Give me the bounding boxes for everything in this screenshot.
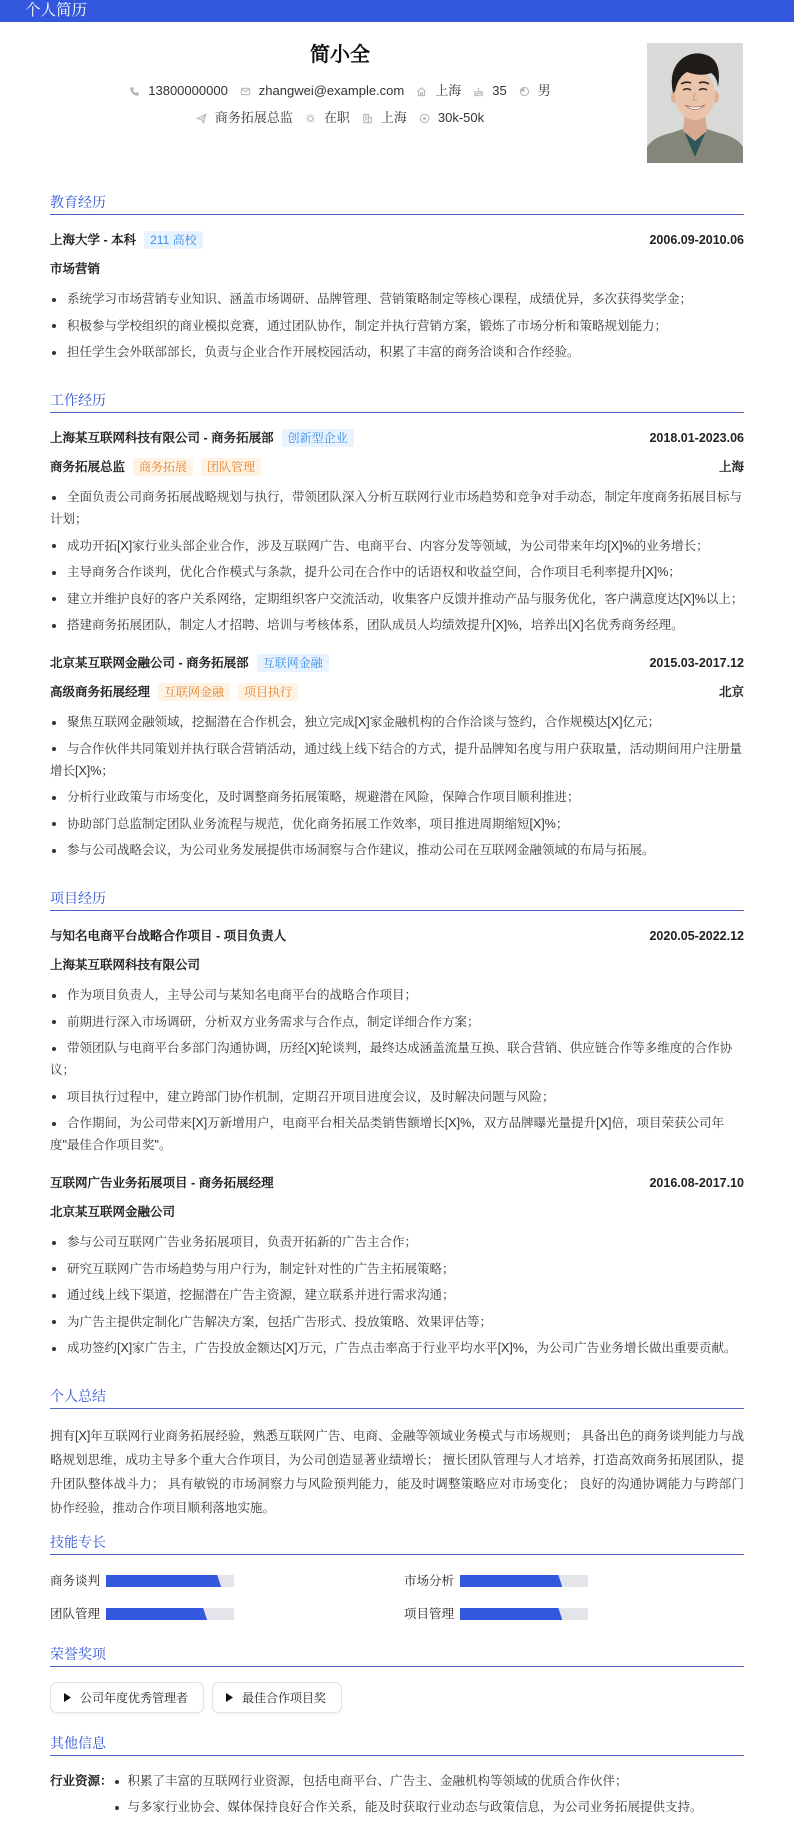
list-item [50, 1258, 744, 1280]
entry-subheader [50, 682, 744, 702]
target-position: 商务拓展总监 [214, 110, 293, 125]
list-item [50, 315, 744, 337]
list-item-text: 主导商务合作谈判，优化合作模式与条款，提升公司在合作中的话语权和收益空间，合作项目毛利率提升[X]%； [67, 565, 681, 579]
age-value: 35 [492, 83, 507, 98]
job-title: 高级商务拓展经理 [50, 685, 151, 699]
skills-grid [50, 1571, 744, 1624]
bullet-icon [50, 819, 67, 829]
entry-date: 2016.08-2017.10 [649, 1176, 744, 1190]
caret-right-icon [64, 1693, 71, 1702]
company-name: 北京某互联网金融公司 - 商务拓展部 [50, 656, 249, 670]
bullet-icon [50, 1291, 67, 1301]
role-tag: 项目执行 [238, 683, 298, 701]
bullet-icon [50, 621, 67, 631]
list-item-text: 带领团队与电商平台多部门沟通协调，历经[X]轮谈判，最终达成涵盖流量互换、联合营销、供应链合作等多维度的合作协议； [50, 1041, 733, 1077]
list-item-text: 合作期间，为公司带来[X]万新增用户，电商平台相关品类销售额增长[X]%，双方品牌曝光量提升[X]倍，项目荣获公司年度"最佳合作项目奖"。 [50, 1116, 724, 1152]
list-item [50, 288, 744, 310]
job-title: 商务拓展总监 [50, 460, 126, 474]
list-item [113, 1770, 703, 1792]
list-item-text: 作为项目负责人，主导公司与某知名电商平台的战略合作项目； [67, 988, 418, 1002]
bullet-icon [50, 1264, 67, 1274]
project-company: 上海某互联网科技有限公司 [50, 958, 201, 972]
intent-city [362, 108, 407, 128]
bullet-icon [50, 1044, 67, 1054]
list-item [50, 1112, 744, 1156]
candidate-name: 简小全 [310, 44, 370, 66]
summary-section [50, 1386, 744, 1520]
skill-item [50, 1604, 390, 1624]
contact-gender [519, 81, 551, 101]
entry-date: 2018.01-2023.06 [649, 431, 744, 445]
bullet-icon [113, 1803, 128, 1813]
list-item [50, 1011, 744, 1033]
list-item [50, 839, 744, 861]
list-item-text: 全面负责公司商务拓展战略规划与执行，带领团队深入分析互联网行业市场趋势和竞争对手动态，制定年度商务拓展目标与计划； [50, 490, 743, 526]
gender-value: 男 [537, 83, 551, 98]
bullet-list [50, 984, 744, 1156]
status-icon [305, 113, 316, 124]
bullet-icon [50, 991, 67, 1001]
bullet-list [50, 288, 744, 363]
skill-progress-bar [106, 1608, 234, 1620]
list-item [50, 614, 744, 636]
skill-progress-bar [106, 1575, 234, 1587]
bullet-icon [50, 1092, 67, 1102]
list-item-text: 参与公司战略会议，为公司业务发展提供市场洞察与合作建议，推动公司在互联网金融领域的布局与拓展。 [67, 843, 655, 857]
bullet-icon [50, 541, 67, 551]
skill-progress-fill [460, 1575, 562, 1587]
list-item-text: 分析行业政策与市场变化，及时调整商务拓展策略，规避潜在风险，保障合作项目顺利推进； [67, 790, 580, 804]
list-item-text: 建立并维护良好的客户关系网络，定期组织客户交流活动，收集客户反馈并推动产品与服务优化，客户满意度达[X]%以上； [67, 591, 744, 606]
company-tag: 互联网金融 [257, 654, 329, 672]
role-tag: 商务拓展 [133, 458, 193, 476]
cake-icon [473, 86, 484, 97]
major-name: 市场营销 [50, 262, 101, 276]
bullet-icon [50, 744, 67, 754]
bullet-icon [50, 321, 67, 331]
list-item-text: 积累了丰富的互联网行业资源，包括电商平台、广告主、金融机构等领域的优质合作伙伴； [127, 1774, 628, 1788]
profile-section [50, 22, 744, 192]
job-location: 上海 [718, 460, 744, 474]
section-title-summary: 个人总结 [50, 1386, 744, 1409]
list-item [50, 1284, 744, 1306]
entry-subheader [50, 457, 744, 477]
other-info-section [50, 1733, 744, 1818]
list-item-text: 聚焦互联网金融领域，挖掘潜在合作机会，独立完成[X]家金融机构的合作洽谈与签约，合作规模达[X]亿元； [67, 715, 661, 729]
awards-list [50, 1682, 744, 1713]
project-company: 北京某互联网金融公司 [50, 1205, 176, 1219]
bullet-list [50, 486, 744, 636]
bullet-icon [50, 348, 67, 358]
list-item-text: 与多家行业协会、媒体保持良好合作关系，能及时获取行业动态与政策信息，为公司业务拓展提供支持。 [127, 1800, 703, 1814]
entry-date: 2020.05-2022.12 [649, 929, 744, 943]
entry-subheader [50, 259, 744, 279]
bullet-icon [50, 1017, 67, 1027]
skill-item [50, 1571, 390, 1591]
list-item [50, 711, 744, 733]
list-item-text: 搭建商务拓展团队，制定人才招聘、培训与考核体系，团队成员人均绩效提升[X]%，培养出[X]名优秀商务经理。 [67, 618, 684, 632]
industry-resources [50, 1770, 744, 1818]
bullet-icon [50, 718, 67, 728]
project-name: 互联网广告业务拓展项目 - 商务拓展经理 [50, 1176, 274, 1190]
send-icon [196, 113, 207, 124]
education-entry [50, 230, 744, 363]
bullet-icon [50, 846, 67, 856]
bullet-icon [50, 1238, 67, 1248]
residence-city: 上海 [435, 83, 462, 98]
avatar-photo [647, 43, 743, 163]
skill-progress-fill [106, 1575, 221, 1587]
skill-name: 团队管理 [50, 1607, 101, 1621]
skill-name: 项目管理 [404, 1607, 455, 1621]
skill-progress-bar [460, 1608, 588, 1620]
bullet-list [50, 711, 744, 861]
projects-section [50, 888, 744, 1359]
intent-status [305, 108, 350, 128]
school-tag: 211 高校 [144, 231, 202, 249]
list-item [50, 341, 744, 363]
list-item [50, 738, 744, 782]
entry-header [50, 653, 744, 673]
intent-position [196, 108, 293, 128]
entry-header [50, 1173, 744, 1193]
list-item [50, 984, 744, 1006]
profile-info [50, 22, 630, 128]
bullet-icon [50, 1119, 67, 1129]
list-item [50, 1231, 744, 1253]
skill-progress-fill [460, 1608, 562, 1620]
role-tag: 团队管理 [201, 458, 261, 476]
role-tag: 互联网金融 [158, 683, 230, 701]
gender-icon [519, 86, 530, 97]
company-name: 上海某互联网科技有限公司 - 商务拓展部 [50, 431, 274, 445]
list-item [50, 535, 744, 557]
entry-header [50, 230, 744, 250]
skill-name: 商务谈判 [50, 1574, 101, 1588]
bullet-icon [50, 1344, 67, 1354]
list-item-text: 研究互联网广告市场趋势与用户行为，制定针对性的广告主拓展策略； [67, 1261, 455, 1276]
entry-header [50, 926, 744, 946]
work-entry [50, 653, 744, 861]
award-label: 公司年度优秀管理者 [80, 1691, 189, 1705]
home-icon [416, 86, 427, 97]
skill-item [404, 1604, 744, 1624]
bullet-list [113, 1770, 703, 1818]
entry-date: 2006.09-2010.06 [649, 233, 744, 247]
bullet-icon [50, 493, 67, 503]
intent-salary [419, 108, 484, 128]
list-item-text: 通过线上线下渠道，挖掘潜在广告主资源，建立联系并进行需求沟通； [67, 1288, 455, 1302]
skill-progress-fill [106, 1608, 207, 1620]
award-label: 最佳合作项目奖 [242, 1691, 327, 1705]
employment-status: 在职 [323, 110, 350, 125]
list-item [50, 813, 744, 835]
contact-email [240, 81, 404, 101]
skill-item [404, 1571, 744, 1591]
project-entry [50, 1173, 744, 1359]
contact-phone [129, 81, 228, 101]
list-item-text: 成功签约[X]家广告主，广告投放金额达[X]万元，广告点击率高于行业平均水平[X]%，为公司广告业务增长做出重要贡献。 [67, 1341, 737, 1355]
bullet-list [50, 1231, 744, 1359]
list-item [50, 1311, 744, 1333]
caret-right-icon [226, 1693, 233, 1702]
skill-name: 市场分析 [404, 1574, 455, 1588]
project-entry [50, 926, 744, 1156]
entry-subheader [50, 955, 744, 975]
section-title-work: 工作经历 [50, 390, 744, 413]
skill-progress-bar [460, 1575, 588, 1587]
list-item [113, 1796, 703, 1818]
education-section [50, 192, 744, 363]
section-title-skills: 技能专长 [50, 1532, 744, 1555]
contact-age [473, 81, 506, 101]
list-item-text: 积极参与学校组织的商业模拟竞赛，通过团队协作，制定并执行营销方案，锻炼了市场分析和策略规划能力； [67, 318, 668, 333]
bullet-icon [50, 1317, 67, 1327]
phone-icon [129, 86, 140, 97]
building-icon [362, 113, 373, 124]
job-intent-row [50, 108, 630, 128]
bullet-icon [50, 594, 67, 604]
bullet-icon [113, 1777, 128, 1787]
list-item [50, 1337, 744, 1359]
section-title-other: 其他信息 [50, 1733, 744, 1756]
award-item[interactable] [50, 1682, 204, 1713]
phone-number: 13800000000 [148, 83, 228, 98]
list-item-text: 担任学生会外联部部长，负责与企业合作开展校园活动，积累了丰富的商务洽谈和合作经验。 [67, 345, 580, 359]
list-item-text: 协助部门总监制定团队业务流程与规范，优化商务拓展工作效率，项目推进周期缩短[X]%； [67, 816, 569, 831]
entry-header [50, 428, 744, 448]
list-item [50, 561, 744, 583]
school-name: 上海大学 - 本科 [50, 233, 137, 247]
header-bar [0, 0, 794, 22]
resume-page [0, 22, 794, 1835]
company-tag: 创新型企业 [282, 429, 354, 447]
list-item-text: 与合作伙伴共同策划并执行联合营销活动，通过线上线下结合的方式，提升品牌知名度与用户获取量，活动期间用户注册量增长[X]%； [50, 741, 743, 778]
list-item-text: 项目执行过程中，建立跨部门协作机制，定期召开项目进度会议，及时解决问题与风险； [67, 1089, 555, 1104]
award-item[interactable] [212, 1682, 342, 1713]
list-item-text: 系统学习市场营销专业知识、涵盖市场调研、品牌管理、营销策略制定等核心课程，成绩优异，多次获得奖学金； [67, 292, 693, 306]
bullet-icon [50, 295, 67, 305]
list-item [50, 588, 744, 610]
awards-section [50, 1644, 744, 1713]
bullet-icon [50, 793, 67, 803]
expected-salary: 30k-50k [437, 110, 485, 125]
list-item [50, 1086, 744, 1108]
list-item [50, 1037, 744, 1081]
list-item-text: 前期进行深入市场调研，分析双方业务需求与合作点，制定详细合作方案； [67, 1014, 480, 1029]
list-item [50, 786, 744, 808]
bullet-icon [50, 568, 67, 578]
work-entry [50, 428, 744, 636]
section-title-projects: 项目经历 [50, 888, 744, 911]
project-name: 与知名电商平台战略合作项目 - 项目负责人 [50, 929, 287, 943]
section-title-education: 教育经历 [50, 192, 744, 215]
contact-residence [416, 81, 461, 101]
job-location: 北京 [718, 685, 744, 699]
contact-row [50, 81, 630, 101]
industry-resources-label: 行业资源： [50, 1774, 113, 1788]
skills-section [50, 1532, 744, 1624]
email-address: zhangwei@example.com [258, 83, 405, 98]
salary-icon [419, 113, 430, 124]
mail-icon [240, 86, 251, 97]
list-item-text: 成功开拓[X]家行业头部企业合作，涉及互联网广告、电商平台、内容分发等领域，为公司带来年均[X]%的业务增长； [67, 538, 709, 553]
section-title-awards: 荣誉奖项 [50, 1644, 744, 1667]
entry-date: 2015.03-2017.12 [649, 656, 744, 670]
list-item [50, 486, 744, 530]
entry-subheader [50, 1202, 744, 1222]
summary-paragraph: 拥有[X]年互联网行业商务拓展经验，熟悉互联网广告、电商、金融等领域业务模式与市场规则； 具备出色的商务谈判能力与战略规划思维，成功主导多个重大合作项目，为公司创造显著业绩增长； 擅长团队管理与人才培养，打造高效商务拓展团队，提升团队整体战斗力； 具有敏锐的市场洞察力与风险预判能力，能及时调整策略应对市场变化； 良好的沟通协调能力与跨部门协作经验，推动合作项目顺利落地实施。 [50, 1429, 744, 1515]
portrait-image [647, 43, 743, 163]
target-city: 上海 [380, 110, 407, 125]
work-section [50, 390, 744, 861]
page-title: 个人简历 [25, 2, 88, 19]
list-item-text: 参与公司互联网广告业务拓展项目，负责开拓新的广告主合作； [67, 1235, 418, 1249]
list-item-text: 为广告主提供定制化广告解决方案，包括广告形式、投放策略、效果评估等； [67, 1314, 493, 1329]
